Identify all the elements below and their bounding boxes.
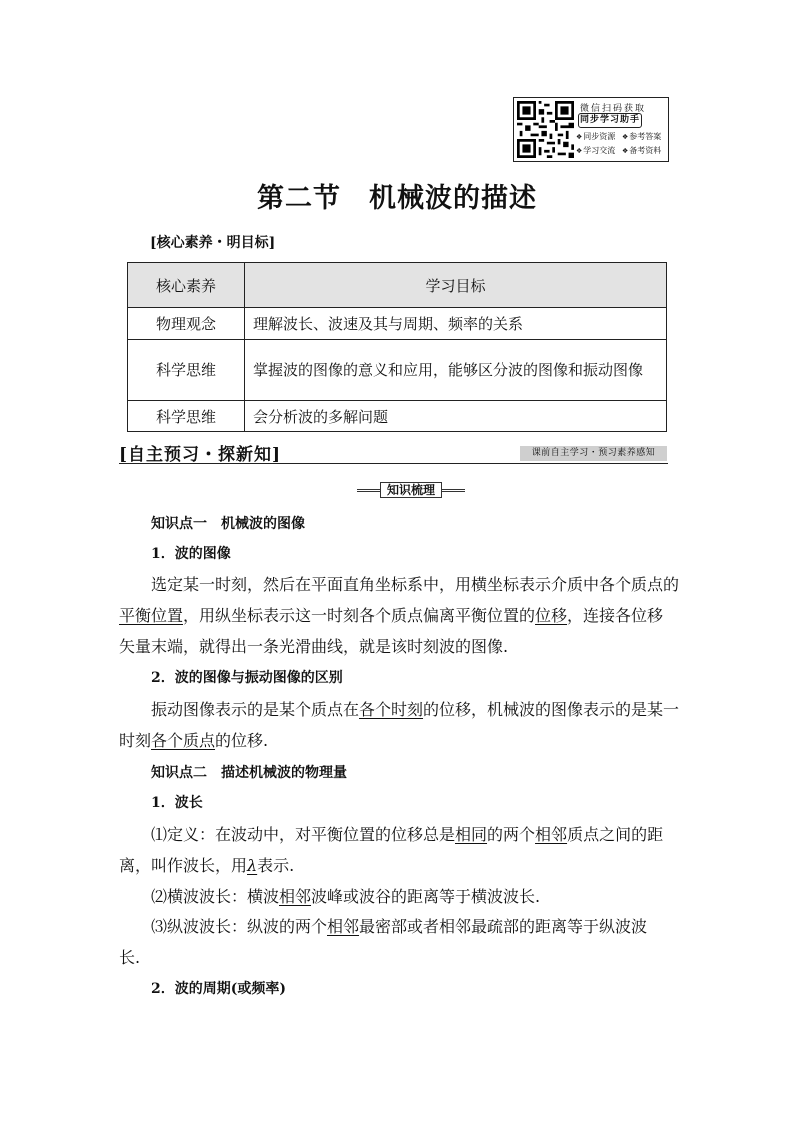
kp2-def-line1 <box>151 822 663 845</box>
text-span: 振动图像表示的是某个质点在 <box>151 700 360 719</box>
qr-badge <box>513 97 669 162</box>
cell-core: 科学思维 <box>128 401 245 432</box>
cell-goal: 掌握波的图像的意义和应用，能够区分波的图像和振动图像 <box>245 340 667 401</box>
text-span: ，连接各位移 <box>567 606 664 625</box>
kp2-title: 知识点二 描述机械波的物理量 <box>151 765 347 781</box>
text-span: 质点之间的距 <box>567 825 664 844</box>
kp1-s2-line2 <box>119 728 268 751</box>
table-header-row <box>128 263 667 308</box>
blank-answer: 各个质点 <box>151 731 216 750</box>
kp2-def-line2 <box>119 853 294 876</box>
cell-core: 物理观念 <box>128 308 245 340</box>
sync-assistant-button[interactable]: 同步学习助手 <box>578 113 642 128</box>
kp1-s1-title: 1．波的图像 <box>151 546 231 562</box>
badge-item-materials: ❖ 备考资料 <box>622 145 661 156</box>
section-heading: [自主预习・探新知] <box>119 445 282 465</box>
kp1-s1-line2 <box>119 603 663 626</box>
kp1-s2-line1 <box>151 697 679 720</box>
core-literacy-label: [核心素养・明目标] <box>150 235 276 251</box>
blank-answer: 相同 <box>455 825 488 844</box>
blank-answer: 相邻 <box>279 887 312 906</box>
kp1-title: 知识点一 机械波的图像 <box>151 516 305 532</box>
table-row <box>128 340 667 401</box>
text-span: 离，叫作波长，用 <box>119 856 248 875</box>
section-divider <box>119 463 668 464</box>
text-span: 时刻 <box>119 731 152 750</box>
text-span: ，用纵坐标表示这一时刻各个质点偏离平衡位置的 <box>183 606 536 625</box>
blank-answer: 平衡位置 <box>119 606 184 625</box>
blank-answer: 各个时刻 <box>359 700 424 719</box>
text-span: ⑵横波波长：横波 <box>151 887 280 906</box>
badge-item-resources: ❖ 同步资源 <box>576 131 615 142</box>
text-span: 表示. <box>257 856 295 875</box>
blank-answer: 相邻 <box>535 825 568 844</box>
text-span: 波峰或波谷的距离等于横波波长. <box>311 887 541 906</box>
table-row <box>128 308 667 340</box>
badge-item-exchange: ❖ 学习交流 <box>576 145 615 156</box>
blank-answer: λ <box>247 856 258 875</box>
text-span: 的两个 <box>487 825 536 844</box>
cell-goal: 理解波长、波速及其与周期、频率的关系 <box>245 308 667 340</box>
kp2-s1-title: 1．波长 <box>151 795 203 811</box>
table-row <box>128 401 667 432</box>
text-span: 的位移，机械波的图像表示的是某一 <box>423 700 680 719</box>
header-goal: 学习目标 <box>245 263 667 308</box>
cell-core: 科学思维 <box>128 340 245 401</box>
kp2-s2-title: 2．波的周期(或频率) <box>151 981 286 997</box>
kp1-s2-title: 2．波的图像与振动图像的区别 <box>151 670 343 686</box>
text-span: ⑶纵波波长：纵波的两个 <box>151 917 328 936</box>
qr-code-icon[interactable] <box>517 101 574 158</box>
badge-item-answers: ❖ 参考答案 <box>622 131 661 142</box>
text-span: 最密部或者相邻最疏部的距离等于纵波波 <box>359 917 648 936</box>
header-core: 核心素养 <box>128 263 245 308</box>
kp1-s1-line3: 矢量末端，就得出一条光滑曲线，就是该时刻波的图像. <box>119 637 509 656</box>
badge-title: 微信扫码获取 <box>580 104 647 114</box>
knowledge-banner <box>357 482 465 498</box>
blank-answer: 相邻 <box>327 917 360 936</box>
text-span: ⑴定义：在波动中，对平衡位置的位移总是 <box>151 825 456 844</box>
kp2-transverse <box>151 884 540 907</box>
section-tag: 课前自主学习・预习素养感知 <box>520 446 667 461</box>
cell-goal: 会分析波的多解问题 <box>245 401 667 432</box>
knowledge-box-label: 知识梳理 <box>380 482 442 498</box>
page-title: 第二节 机械波的描述 <box>257 183 537 214</box>
goals-table <box>127 262 667 432</box>
blank-answer: 位移 <box>535 606 568 625</box>
text-span: 的位移. <box>215 731 269 750</box>
kp2-longitudinal-line2: 长. <box>119 948 141 967</box>
kp2-longitudinal-line1 <box>151 914 647 937</box>
kp1-s1-line1: 选定某一时刻，然后在平面直角坐标系中，用横坐标表示介质中各个质点的 <box>151 575 680 594</box>
